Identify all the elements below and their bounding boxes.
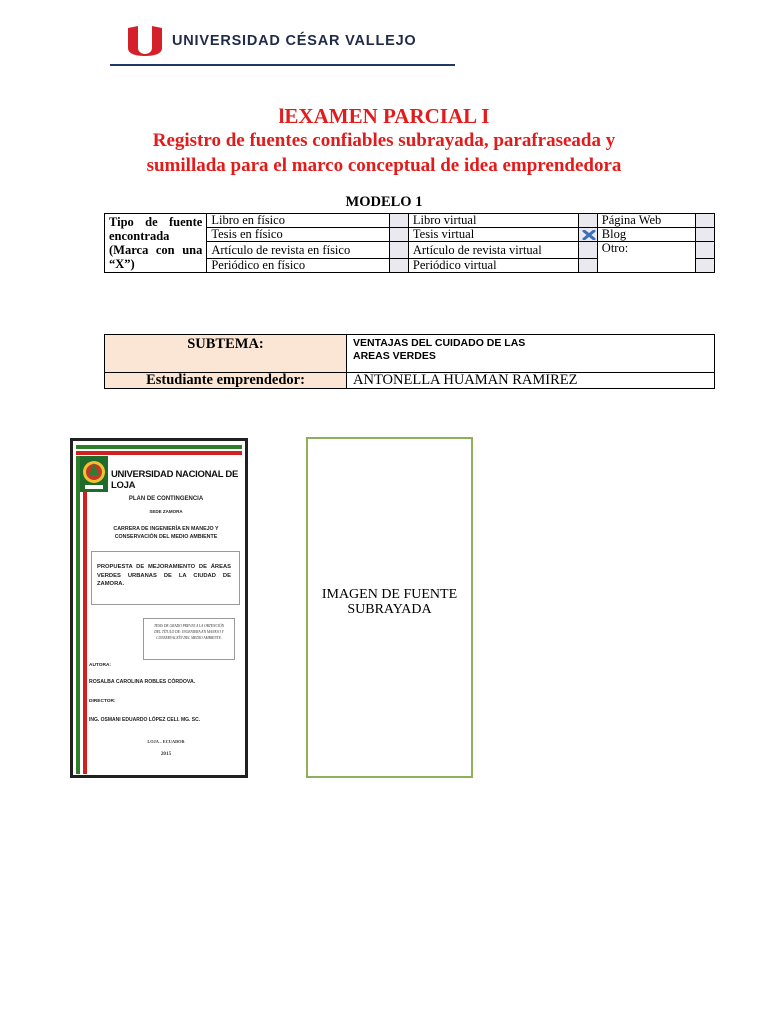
- cover-proposal: PROPUESTA DE MEJORAMIENTO DE ÁREAS VERDES URBANAS DE LA CIUDAD DE ZAMORA.: [97, 564, 231, 587]
- university-logo-text: UNIVERSIDAD CÉSAR VALLEJO: [172, 33, 417, 49]
- option-articulo-fisico: Artículo de revista en físico: [207, 242, 390, 259]
- placeholder-text: [308, 587, 471, 617]
- source-type-label: Tipo de fuente encontrada (Marca con una “X”): [105, 214, 207, 273]
- option-tesis-fisico: Tesis en físico: [207, 228, 390, 242]
- checkbox-libro-virtual[interactable]: [578, 214, 597, 228]
- cover-green-stripe: [76, 456, 80, 774]
- checkbox-periodico-virtual[interactable]: [578, 259, 597, 273]
- cover-year: 2015: [160, 751, 172, 757]
- cover-note: [146, 623, 232, 641]
- cover-university: UNIVERSIDAD NACIONAL DE LOJA: [111, 469, 238, 491]
- subtema-value-line-2: AREAS VERDES: [353, 350, 436, 362]
- subtema-label: SUBTEMA:: [105, 335, 347, 373]
- checkbox-articulo-fisico[interactable]: [389, 242, 408, 259]
- cover-director: ING. OSMANI EDUARDO LÓPEZ CELI. MG. SC.: [89, 717, 201, 723]
- thesis-cover-image: [70, 438, 248, 778]
- cover-note-line-3: CONSERVACIÓN DEL MEDIO AMBIENTE.: [156, 636, 222, 640]
- subtitle-line-2: sumillada para el marco conceptual de idea emprendedora: [146, 155, 622, 176]
- cover-career: [89, 525, 243, 541]
- subtema-value-line-1: VENTAJAS DEL CUIDADO DE LAS: [353, 337, 526, 349]
- x-mark-icon: [582, 230, 596, 240]
- option-periodico-virtual: Periódico virtual: [408, 259, 578, 273]
- exam-title: lEXAMEN PARCIAL I: [278, 104, 490, 128]
- checkbox-periodico-fisico[interactable]: [389, 259, 408, 273]
- ucv-logo-icon: [128, 26, 162, 56]
- model-label: MODELO 1: [345, 194, 423, 210]
- option-tesis-virtual: Tesis virtual: [408, 228, 578, 242]
- cover-note-line-2: DEL TÍTULO DE: INGENIERA EN MANEJO Y: [154, 630, 224, 634]
- placeholder-line-2: SUBRAYADA: [347, 602, 432, 617]
- cover-note-line-1: TESIS DE GRADO PREVIO A LA OBTENCIÓN: [153, 624, 225, 628]
- checkbox-otro[interactable]: [695, 242, 714, 259]
- option-pagina-web: Página Web: [597, 214, 695, 228]
- checkbox-blog[interactable]: [695, 228, 714, 242]
- option-articulo-virtual: Artículo de revista virtual: [408, 242, 578, 259]
- student-name[interactable]: ANTONELLA HUAMAN RAMIREZ: [347, 373, 715, 389]
- cover-red-stripe: [83, 456, 87, 774]
- option-blog: Blog: [597, 228, 695, 242]
- option-libro-virtual: Libro virtual: [408, 214, 578, 228]
- cover-director-label: DIRECTOR:: [89, 699, 116, 704]
- checkbox-otro-extra[interactable]: [695, 259, 714, 273]
- header-divider: [110, 64, 455, 66]
- subtema-value[interactable]: [347, 335, 715, 373]
- cover-green-bar: [76, 445, 242, 449]
- cover-career-line-2: CONSERVACIÓN DEL MEDIO AMBIENTE: [114, 534, 218, 540]
- subtitle-line-1: Registro de fuentes confiables subrayada, parafraseada y: [152, 130, 616, 151]
- source-image-placeholder: [306, 437, 473, 778]
- cover-author: ROSALBA CAROLINA ROBLES CÓRDOVA.: [89, 679, 196, 685]
- cover-author-label: AUTORA:: [89, 663, 112, 668]
- placeholder-line-1: IMAGEN DE FUENTE: [321, 587, 458, 602]
- option-libro-fisico: Libro en físico: [207, 214, 390, 228]
- source-type-table: [104, 213, 715, 273]
- option-otro: Otro:: [597, 242, 695, 273]
- unl-emblem-icon: [79, 455, 109, 493]
- option-periodico-fisico: Periódico en físico: [207, 259, 390, 273]
- cover-plan: PLAN DE CONTINGENCIA: [128, 496, 204, 502]
- checkbox-libro-fisico[interactable]: [389, 214, 408, 228]
- subtopic-table: [104, 334, 715, 389]
- cover-career-line-1: CARRERA DE INGENIERÍA EN MANEJO Y: [113, 526, 219, 532]
- checkbox-tesis-virtual[interactable]: [578, 228, 597, 242]
- cover-place: LOJA – ECUADOR: [147, 739, 185, 744]
- cover-sede: SEDE ZAMORA: [149, 509, 183, 514]
- checkbox-tesis-fisico[interactable]: [389, 228, 408, 242]
- checkbox-articulo-virtual[interactable]: [578, 242, 597, 259]
- checkbox-pagina-web[interactable]: [695, 214, 714, 228]
- student-label: Estudiante emprendedor:: [105, 373, 347, 389]
